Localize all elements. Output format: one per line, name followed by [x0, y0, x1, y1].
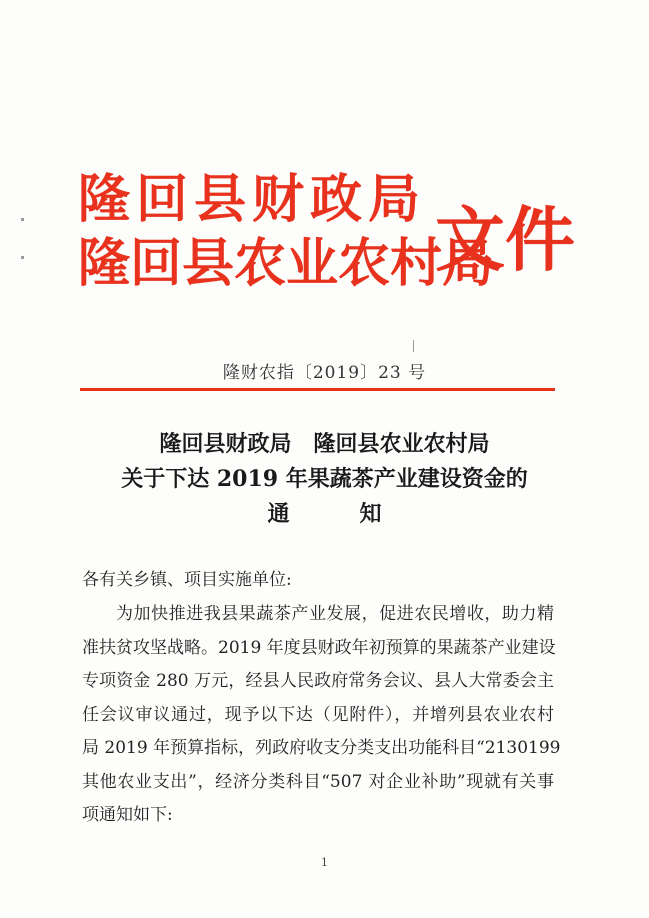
issuer-line-finance-bureau: 隆回县财政局 [78, 170, 427, 230]
body-line: 准扶贫攻坚战略。2019 年度县财政年初预算的果蔬茶产业建设 [82, 637, 556, 658]
salutation: 各有关乡镇、项目实施单位: [82, 570, 292, 590]
page-number: 1 [321, 856, 328, 869]
red-header [78, 170, 578, 310]
document-word: 文件 [435, 199, 575, 281]
scan-mark [21, 256, 24, 259]
title-line-subject: 关于下达 2019 年果蔬茶产业建设资金的 [121, 466, 528, 492]
body-line: 专项资金 280 万元，经县人民政府常务会议、县人大常委会主 [82, 671, 554, 691]
body-line: 其他农业支出”，经济分类科目“507 对企业补助”现就有关事 [82, 771, 554, 792]
title-line-notice: 通知 [267, 501, 452, 527]
scan-mark [21, 218, 24, 221]
body-line: 为加快推进我县果蔬茶产业发展，促进农民增收，助力精 [116, 604, 554, 624]
body-paragraph [82, 598, 561, 833]
document-number: 隆财农指〔2019〕23 号 [222, 363, 427, 383]
body-line: 任会议审议通过，现予以下达（见附件），并增列县农业农村 [82, 704, 554, 725]
body-line: 项通知如下: [82, 805, 173, 825]
body-line: 局 2019 年预算指标，列政府收支分类支出功能科目“2130199 [82, 738, 561, 758]
title-line-issuers: 隆回县财政局 隆回县农业农村局 [159, 431, 490, 457]
red-divider-line [80, 388, 555, 391]
issuer-line-agriculture-bureau: 隆回县农业农村局 [78, 234, 495, 294]
scan-mark [413, 340, 414, 352]
